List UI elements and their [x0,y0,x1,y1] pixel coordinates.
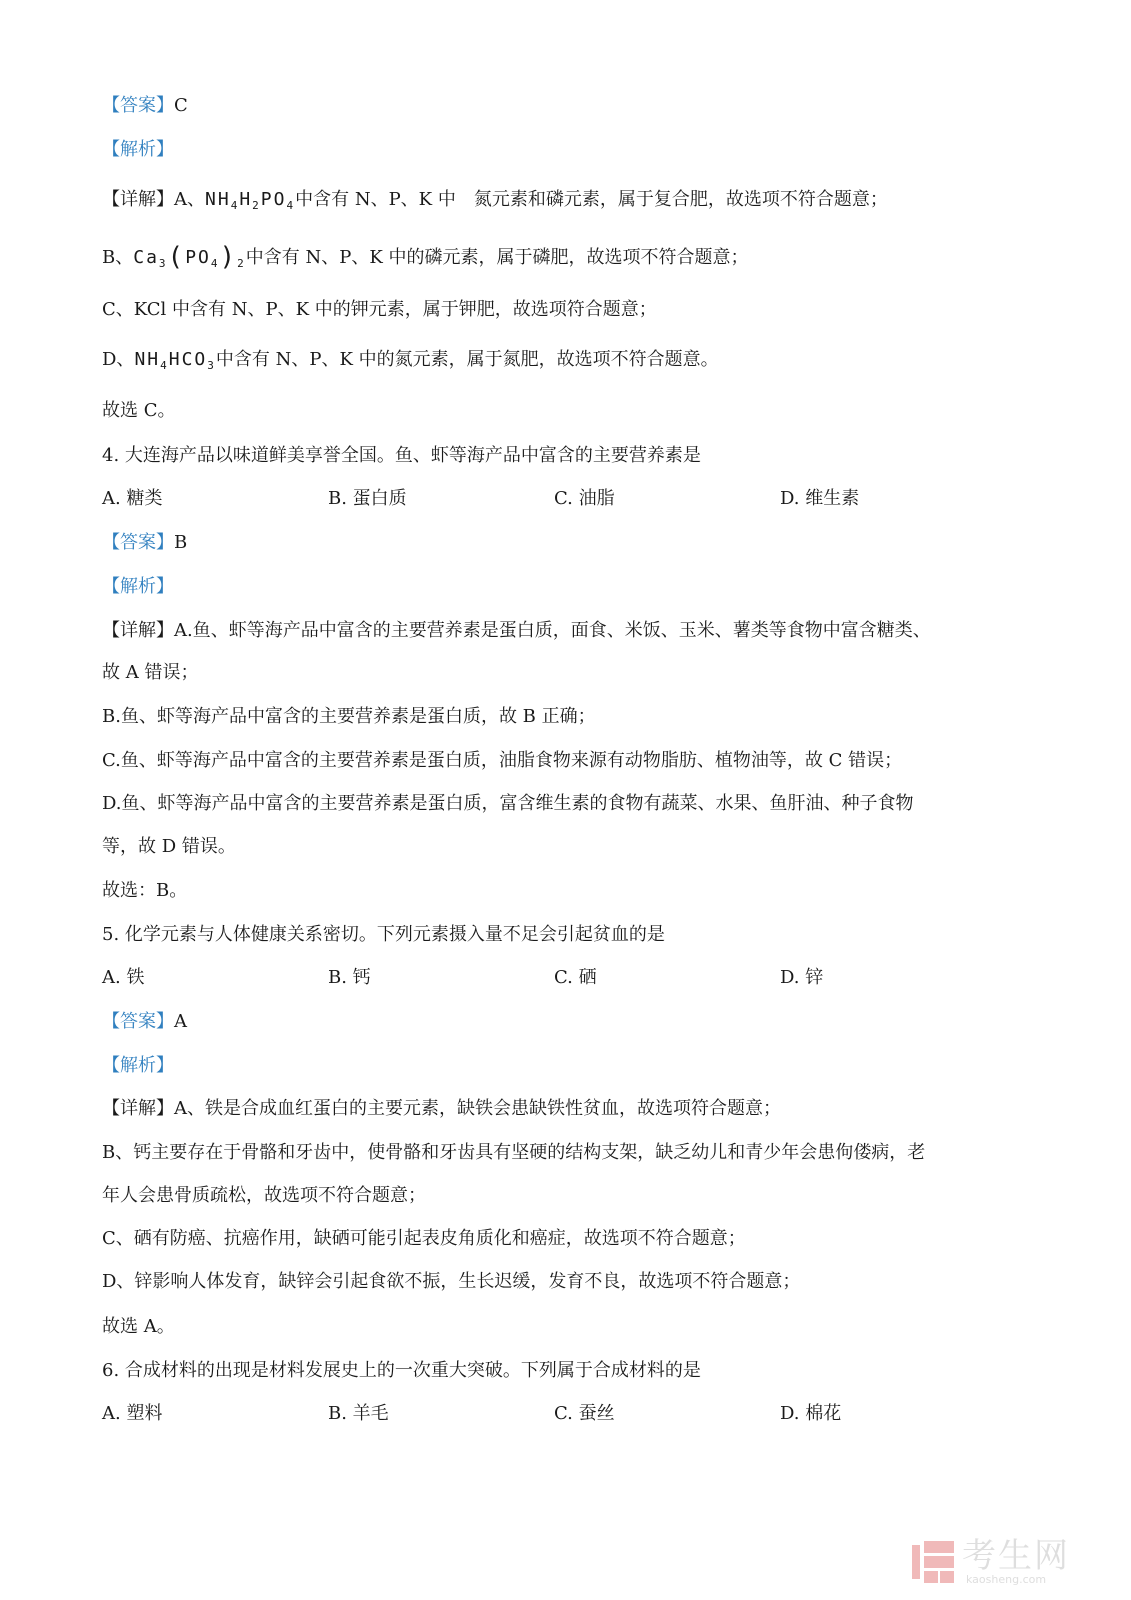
q3-analysis-tag: 【解析】 [102,139,174,160]
q3-detail-d [102,348,1011,372]
detail-a-prefix: A、 [174,189,205,210]
q4-answer-line [102,531,1011,555]
watermark-title: 考生网 [962,1536,1070,1576]
answer-value: C [174,95,188,116]
q6-option-c: C. 蚕丝 [554,1403,615,1424]
q6-question: 6. 合成材料的出现是材料发展史上的一次重大突破。下列属于合成材料的是 [102,1360,701,1381]
q4-option-a: A. 糖类 [102,488,163,509]
detail-a-text: 中含有 N、P、K 中 氮元素和磷元素，属于复合肥，故选项不符合题意； [295,189,888,210]
formula-ca3po42: $Ca_3(PO_4)_2$ [133,242,246,272]
q4-analysis-tag: 【解析】 [102,576,174,597]
q4-conclusion: 故选：B。 [102,880,188,901]
q4-question: 4. 大连海产品以味道鲜美享誉全国。鱼、虾等海产品中富含的主要营养素是 [102,445,701,466]
q5-conclusion: 故选 A。 [102,1316,175,1337]
q6-option-a: A. 塑料 [102,1403,163,1424]
watermark-url: kaosheng.com [966,1573,1047,1586]
q4-detail-1b: 故 A 错误； [102,662,199,683]
formula-nh4hco3: $NH_4HCO_3$ [134,349,216,372]
q4-detail-2: B.鱼、虾等海产品中富含的主要营养素是蛋白质，故 B 正确； [102,706,596,727]
q5-option-c: C. 硒 [554,967,597,988]
q3-detail-a [102,188,1011,212]
detail-d-prefix: D、 [102,349,135,370]
q5-option-d: D. 锌 [780,967,824,988]
q5-detail-3: C、硒有防癌、抗癌作用，缺硒可能引起表皮角质化和癌症，故选项不符合题意； [102,1228,746,1249]
q5-answer-line [102,1010,1011,1034]
q4-detail-4: D.鱼、虾等海产品中富含的主要营养素是蛋白质，富含维生素的食物有蔬菜、水果、鱼肝油、种子食物 [102,793,914,814]
q4-option-d: D. 维生素 [780,488,860,509]
answer-value: A [174,1011,187,1032]
answer-tag: 【答案】 [102,1011,174,1032]
q5-option-a: A. 铁 [102,967,145,988]
detail-text: A.鱼、虾等海产品中富含的主要营养素是蛋白质，面食、米饭、玉米、薯类等食物中富含糖类、 [174,620,931,641]
detail-tag: 【详解】 [102,189,174,210]
q5-question: 5. 化学元素与人体健康关系密切。下列元素摄入量不足会引起贫血的是 [102,924,665,945]
q6-option-d: D. 棉花 [780,1403,842,1424]
q5-option-b: B. 钙 [328,967,371,988]
q4-detail-4b: 等，故 D 错误。 [102,836,236,857]
detail-d-text: 中含有 N、P、K 中的氮元素，属于氮肥，故选项不符合题意。 [215,349,719,370]
detail-tag: 【详解】 [102,620,174,641]
q5-detail-2: B、钙主要存在于骨骼和牙齿中，使骨骼和牙齿具有坚硬的结构支架，缺乏幼儿和青少年会患佝偻病，老 [102,1142,926,1163]
formula-nh4h2po4: $NH_4H_2PO_4$ [205,189,296,212]
detail-b-text: 中含有 N、P、K 中的磷元素，属于磷肥，故选项不符合题意； [245,247,749,268]
q4-option-c: C. 油脂 [554,488,615,509]
watermark [912,1534,1087,1590]
answer-value: B [174,532,188,553]
answer-tag: 【答案】 [102,95,174,116]
q3-answer-line [102,94,1011,118]
detail-tag: 【详解】 [102,1098,174,1119]
q5-detail-2b: 年人会患骨质疏松，故选项不符合题意； [102,1185,426,1206]
q6-option-b: B. 羊毛 [328,1403,389,1424]
q3-detail-c: C、KCl 中含有 N、P、K 中的钾元素，属于钾肥，故选项符合题意； [102,299,657,320]
kaosheng-logo-icon [912,1541,954,1583]
q4-option-b: B. 蛋白质 [328,488,407,509]
q3-detail-b [102,242,1011,272]
detail-text: A、铁是合成血红蛋白的主要元素，缺铁会患缺铁性贫血，故选项符合题意； [174,1098,781,1119]
q3-conclusion: 故选 C。 [102,400,176,421]
q5-detail-4: D、锌影响人体发育，缺锌会引起食欲不振，生长迟缓，发育不良，故选项不符合题意； [102,1271,801,1292]
detail-b-prefix: B、 [102,247,134,268]
answer-tag: 【答案】 [102,532,174,553]
q5-analysis-tag: 【解析】 [102,1055,174,1076]
q5-detail-1 [102,1097,1011,1121]
q4-detail-1 [102,619,1011,643]
q4-detail-3: C.鱼、虾等海产品中富含的主要营养素是蛋白质，油脂食物来源有动物脂肪、植物油等，故 C 错误； [102,750,903,771]
